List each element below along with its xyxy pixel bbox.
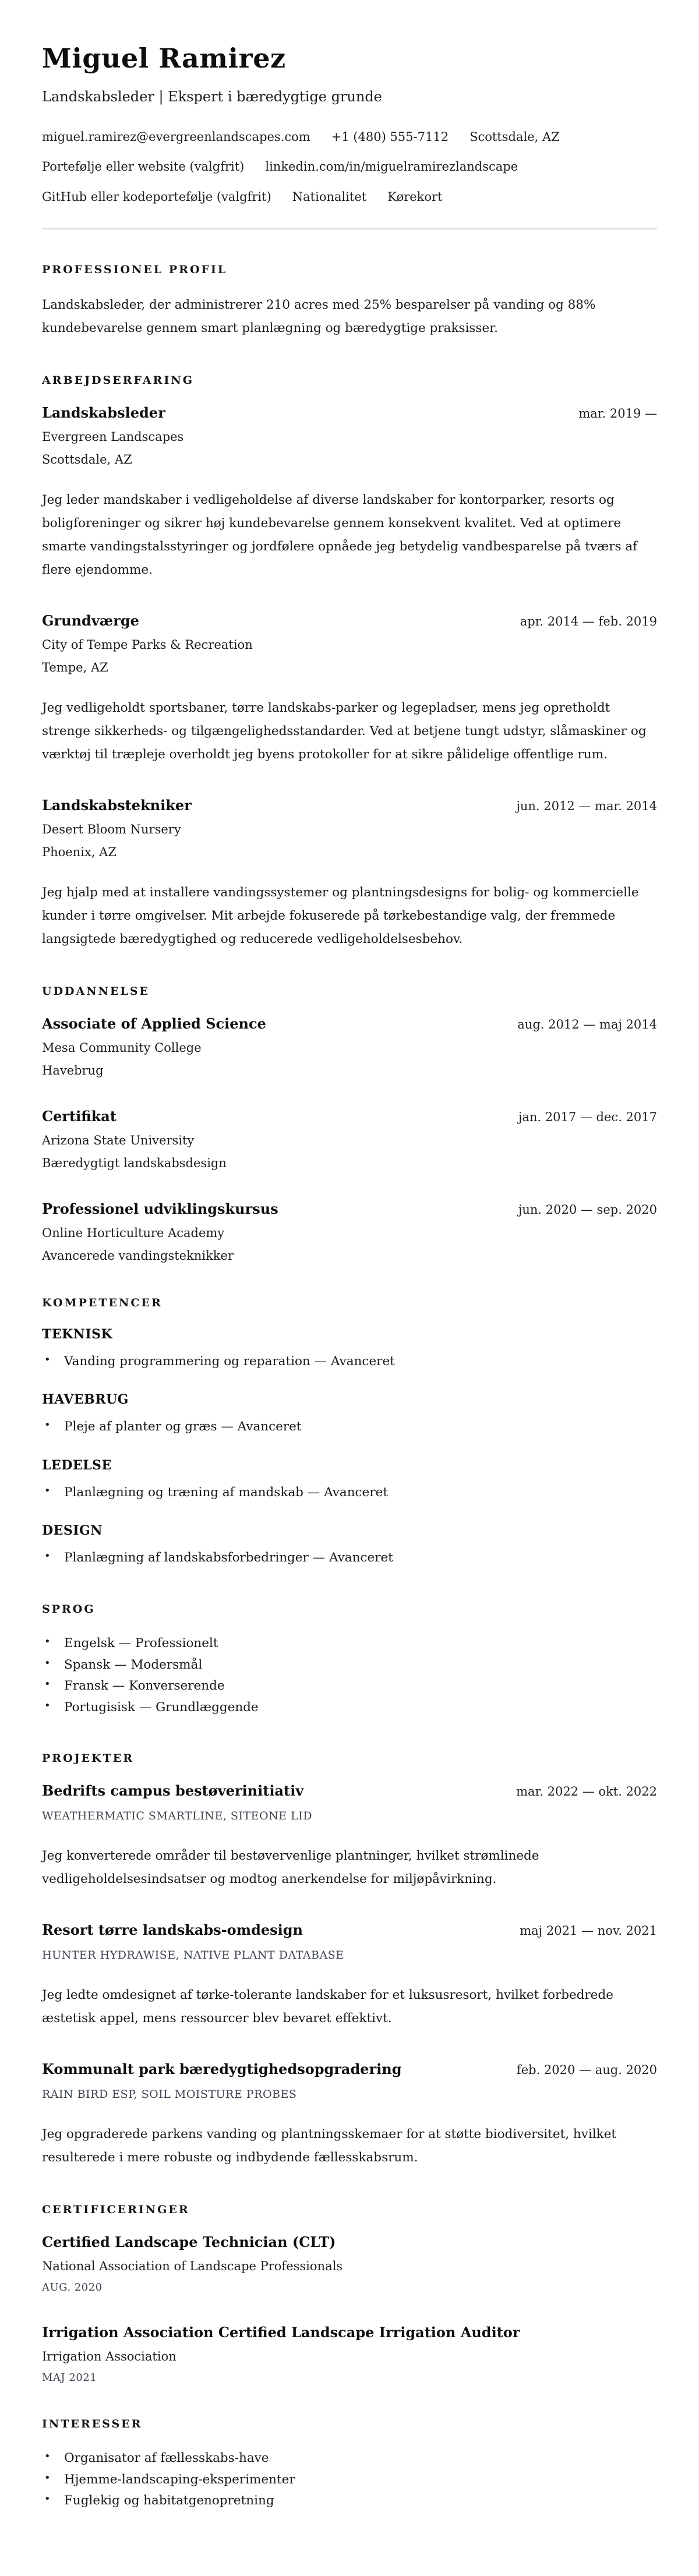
project-title: Bedrifts campus bestøverinitiativ	[42, 1782, 304, 1800]
interests-list	[42, 2448, 657, 2512]
section-languages	[42, 1603, 657, 1718]
education-entry	[42, 1108, 657, 1170]
section-profile	[42, 263, 657, 340]
skill-item: • Planlægning af landskabsforbedringer — Avanceret	[42, 1547, 657, 1569]
job-title: Landskabsleder	[42, 404, 165, 421]
job-company: City of Tempe Parks & Recreation	[42, 637, 253, 652]
job-title: Landskabstekniker	[42, 796, 192, 814]
section-heading-education: UDDANNELSE	[42, 984, 150, 998]
section-heading-profile: PROFESSIONEL PROFIL	[42, 263, 228, 276]
project-dates: feb. 2020 — aug. 2020	[516, 2063, 657, 2077]
contact-row	[42, 129, 657, 145]
section-heading-experience: ARBEJDSERFARING	[42, 373, 194, 387]
project-entry	[42, 1782, 657, 1891]
entry-header	[42, 1921, 657, 1938]
language-item: • Fransk — Konverserende	[42, 1676, 657, 1697]
language-item: • Portugisisk — Grundlæggende	[42, 1697, 657, 1719]
header-divider	[42, 228, 657, 229]
project-tools: WEATHERMATIC SMARTLINE, SITEONE LID	[42, 1810, 312, 1823]
skills-list	[42, 1416, 657, 1438]
entry-header	[42, 1015, 657, 1032]
field-of-study: Avancerede vandingsteknikker	[42, 1248, 234, 1263]
skills-group	[42, 1392, 657, 1438]
language-item: • Engelsk — Professionelt	[42, 1633, 657, 1655]
section-education	[42, 985, 657, 1263]
interest-item: • Fuglekig og habitatgenopretning	[42, 2490, 657, 2512]
degree-title: Associate of Applied Science	[42, 1015, 266, 1032]
skills-list	[42, 1482, 657, 1504]
certification-date: AUG. 2020	[42, 2281, 103, 2294]
skill-item: • Vanding programmering og reparation — Avanceret	[42, 1351, 657, 1373]
skill-item: • Pleje af planter og græs — Avanceret	[42, 1416, 657, 1438]
degree-dates: jan. 2017 — dec. 2017	[518, 1109, 657, 1124]
job-company: Desert Bloom Nursery	[42, 822, 181, 836]
skills-group-title: LEDELSE	[42, 1457, 112, 1473]
entry-header	[42, 797, 657, 814]
project-entry	[42, 1921, 657, 2030]
job-dates: jun. 2012 — mar. 2014	[516, 798, 657, 813]
skills-group-title: DESIGN	[42, 1523, 103, 1539]
contact-email: miguel.ramirez@evergreenlandscapes.com	[42, 130, 310, 144]
section-heading-skills: KOMPETENCER	[42, 1296, 163, 1309]
project-description: Jeg opgraderede parkens vanding og plantningsskemaer for at støtte biodiversitet, hvilket resulterede i mere robuste og indbydende fællesskabsrum.	[42, 2127, 617, 2165]
language-item: • Spansk — Modersmål	[42, 1655, 657, 1676]
contact-website-placeholder: Portefølje eller website (valgfrit)	[42, 160, 245, 174]
project-dates: mar. 2022 — okt. 2022	[516, 1785, 657, 1799]
project-title: Kommunalt park bæredygtighedsopgradering	[42, 2061, 402, 2078]
certification-issuer: Irrigation Association	[42, 2349, 176, 2364]
skills-group	[42, 1523, 657, 1569]
entry-header	[42, 2061, 657, 2077]
project-title: Resort tørre landskabs-omdesign	[42, 1921, 303, 1939]
entry-header	[42, 1782, 657, 1799]
section-heading-languages: SPROG	[42, 1602, 96, 1616]
skills-group	[42, 1458, 657, 1504]
skills-group-title: HAVEBRUG	[42, 1392, 129, 1408]
certification-title: Irrigation Association Certified Landscape Irrigation Auditor	[42, 2324, 520, 2341]
contact-nationality: Nationalitet	[292, 189, 367, 204]
job-description: Jeg leder mandskaber i vedligeholdelse af diverse landskaber for kontorparker, resorts og boligforeninger og sikrer høj kundebevarelse gennem konsekvent kvalitet. Ved at optimere smarte vandingstalsstyringer og jordfølere opnåede jeg betydelig vandbesparelse på tværs af flere ejendomme.	[42, 492, 638, 577]
school-name: Online Horticulture Academy	[42, 1225, 225, 1240]
contact-phone: +1 (480) 555-7112	[331, 130, 449, 144]
section-skills	[42, 1296, 657, 1569]
school-name: Arizona State University	[42, 1133, 195, 1147]
interest-item: • Hjemme-landscaping-eksperimenter	[42, 2469, 657, 2491]
section-heading-projects: PROJEKTER	[42, 1752, 135, 1765]
contact-drivers-license: Kørekort	[387, 189, 443, 204]
project-tools: RAIN BIRD ESP, SOIL MOISTURE PROBES	[42, 2088, 297, 2101]
contact-row	[42, 189, 657, 205]
section-interests	[42, 2418, 657, 2512]
experience-entry	[42, 404, 657, 582]
entry-header	[42, 404, 657, 421]
field-of-study: Bæredygtigt landskabsdesign	[42, 1156, 227, 1170]
degree-title: Certifikat	[42, 1107, 116, 1125]
certification-entry	[42, 2234, 657, 2294]
field-of-study: Havebrug	[42, 1063, 104, 1077]
job-dates: mar. 2019 —	[578, 406, 657, 421]
project-description: Jeg ledte omdesignet af tørke-tolerante landskaber for et luksusresort, hvilket forbedrede æstetisk appel, mens ressourcer blev bevaret effektivt.	[42, 1988, 613, 2026]
candidate-title: Landskabsleder | Ekspert i bæredygtige grunde	[42, 88, 382, 105]
languages-list	[42, 1633, 657, 1718]
education-entry	[42, 1015, 657, 1077]
entry-header	[42, 1200, 657, 1217]
entry-header	[42, 612, 657, 629]
contact-location: Scottsdale, AZ	[469, 130, 560, 144]
job-location: Tempe, AZ	[42, 660, 108, 674]
skills-list	[42, 1547, 657, 1569]
skill-item: • Planlægning og træning af mandskab — Avanceret	[42, 1482, 657, 1504]
experience-entry	[42, 797, 657, 951]
skills-group-title: TEKNISK	[42, 1326, 113, 1342]
project-dates: maj 2021 — nov. 2021	[520, 1924, 657, 1938]
degree-dates: aug. 2012 — maj 2014	[517, 1017, 657, 1031]
certification-date: MAJ 2021	[42, 2372, 97, 2384]
entry-header	[42, 1108, 657, 1125]
skills-group	[42, 1327, 657, 1373]
resume-header	[42, 43, 657, 205]
section-heading-certifications: CERTIFICERINGER	[42, 2203, 190, 2217]
experience-entry	[42, 612, 657, 766]
project-entry	[42, 2061, 657, 2169]
certification-title: Certified Landscape Technician (CLT)	[42, 2234, 336, 2251]
school-name: Mesa Community College	[42, 1040, 202, 1055]
section-certifications	[42, 2203, 657, 2384]
job-description: Jeg vedligeholdt sportsbaner, tørre landskabs-parker og legepladser, mens jeg opretholdt strenge sikkerheds- og tilgængelighedsstandarder. Ved at betjene tungt udstyr, slåmaskiner og værktøj til træpleje overholdt jeg byens protokoller for at sikre pålidelige offentlige rum.	[42, 700, 647, 762]
degree-dates: jun. 2020 — sep. 2020	[518, 1202, 657, 1217]
degree-title: Professionel udviklingskursus	[42, 1200, 278, 1217]
job-location: Phoenix, AZ	[42, 844, 116, 859]
profile-text: Landskabsleder, der administrerer 210 acres med 25% besparelser på vanding og 88% kundebevarelse gennem smart planlægning og bæredygtige praksisser.	[42, 297, 596, 335]
job-company: Evergreen Landscapes	[42, 429, 184, 444]
job-location: Scottsdale, AZ	[42, 452, 132, 467]
section-heading-interests: INTERESSER	[42, 2418, 143, 2431]
candidate-name: Miguel Ramirez	[42, 43, 286, 74]
job-title: Grundværge	[42, 612, 139, 629]
job-description: Jeg hjalp med at installere vandingssystemer og plantningsdesigns for bolig- og kommercielle kunder i tørre omgivelser. Mit arbejde fokuserede på tørkebestandige valg, der fremmede langsigtede bæredygtighed og reducerede vedligeholdelsesbehov.	[42, 885, 639, 946]
contact-github-placeholder: GitHub eller kodeportefølje (valgfrit)	[42, 189, 271, 204]
job-dates: apr. 2014 — feb. 2019	[520, 614, 657, 628]
section-experience	[42, 374, 657, 951]
skills-list	[42, 1351, 657, 1373]
project-tools: HUNTER HYDRAWISE, NATIVE PLANT DATABASE	[42, 1949, 344, 1962]
contact-linkedin: linkedin.com/in/miguelramirezlandscape	[265, 160, 518, 174]
certification-issuer: National Association of Landscape Professionals	[42, 2259, 343, 2274]
project-description: Jeg konverterede områder til bestøvervenlige plantninger, hvilket strømlinede vedligeholdelsesindsatser og modtog anerkendelse for miljøpåvirkning.	[42, 1849, 539, 1887]
education-entry	[42, 1200, 657, 1263]
certification-entry	[42, 2324, 657, 2384]
section-projects	[42, 1752, 657, 2169]
interest-item: • Organisator af fællesskabs-have	[42, 2448, 657, 2469]
contact-row	[42, 159, 657, 175]
